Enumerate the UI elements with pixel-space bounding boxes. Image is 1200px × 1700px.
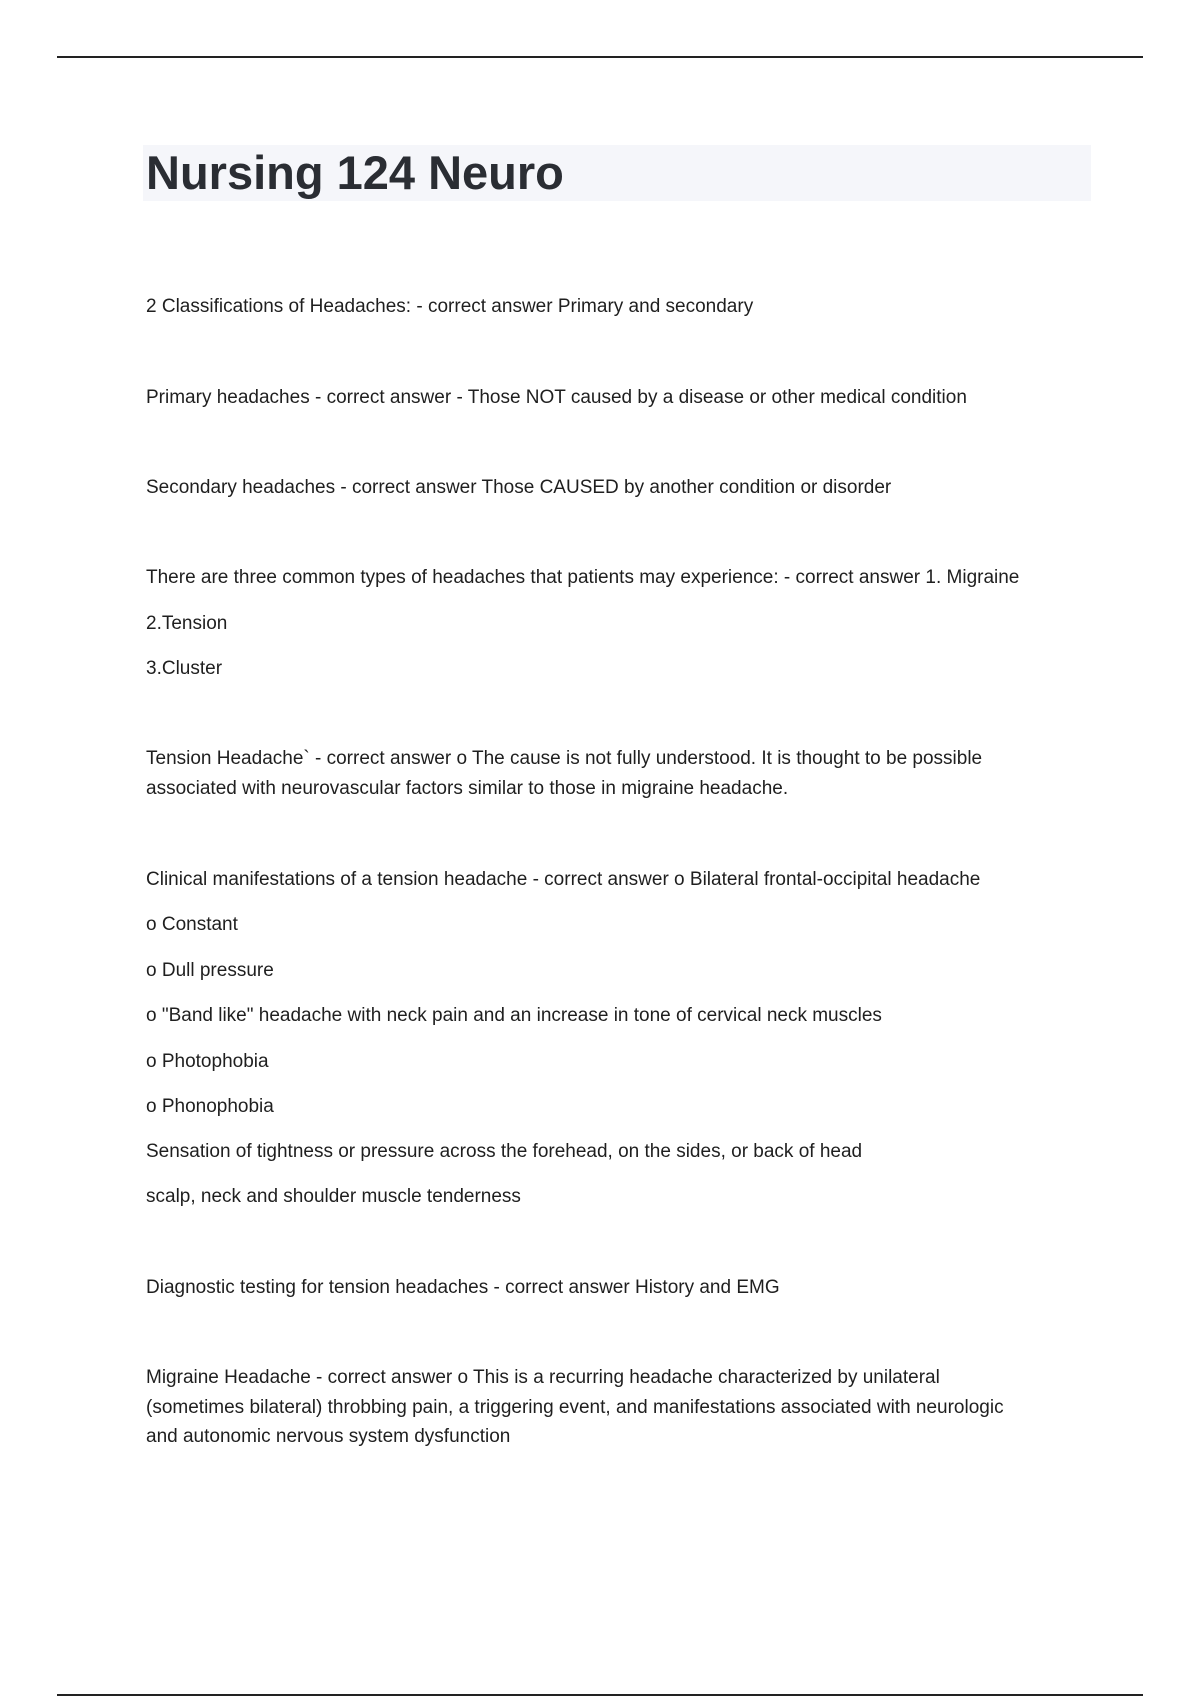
top-divider <box>57 56 1143 58</box>
list-item-phonophobia: o Phonophobia <box>146 1096 274 1117</box>
flashcard-migraine-headache-cont: (sometimes bilateral) throbbing pain, a triggering event, and manifestations associated with neurologic <box>146 1397 1004 1418</box>
list-item-tension: 2.Tension <box>146 613 228 634</box>
flashcard-secondary-headaches: Secondary headaches - correct answer Those CAUSED by another condition or disorder <box>146 477 892 498</box>
list-item-cluster: 3.Cluster <box>146 658 223 679</box>
flashcard-clinical-manifestations: Clinical manifestations of a tension headache - correct answer o Bilateral frontal-occipital headache <box>146 869 981 890</box>
flashcard-diagnostic-testing: Diagnostic testing for tension headaches - correct answer History and EMG <box>146 1277 780 1298</box>
flashcard-tension-headache: Tension Headache` - correct answer o The cause is not fully understood. It is thought to be possible <box>146 748 983 769</box>
list-item-dull-pressure: o Dull pressure <box>146 960 274 981</box>
list-item-band-like: o "Band like" headache with neck pain and an increase in tone of cervical neck muscles <box>146 1005 882 1026</box>
bottom-divider <box>57 1694 1143 1696</box>
flashcard-migraine-headache: Migraine Headache - correct answer o This is a recurring headache characterized by unilateral <box>146 1367 940 1388</box>
flashcard-tension-headache-cont: associated with neurovascular factors similar to those in migraine headache. <box>146 778 789 799</box>
list-item-constant: o Constant <box>146 914 238 935</box>
list-item-photophobia: o Photophobia <box>146 1051 269 1072</box>
flashcard-primary-headaches: Primary headaches - correct answer - Those NOT caused by a disease or other medical condition <box>146 387 967 408</box>
list-item-tenderness: scalp, neck and shoulder muscle tenderness <box>146 1186 521 1207</box>
page-title: Nursing 124 Neuro <box>146 146 564 199</box>
flashcard-migraine-headache-cont2: and autonomic nervous system dysfunction <box>146 1426 511 1447</box>
flashcard-three-types: There are three common types of headaches that patients may experience: - correct answer 1. Migraine <box>146 567 1020 588</box>
flashcard-classifications: 2 Classifications of Headaches: - correct answer Primary and secondary <box>146 296 754 317</box>
list-item-sensation: Sensation of tightness or pressure across the forehead, on the sides, or back of head <box>146 1141 863 1162</box>
